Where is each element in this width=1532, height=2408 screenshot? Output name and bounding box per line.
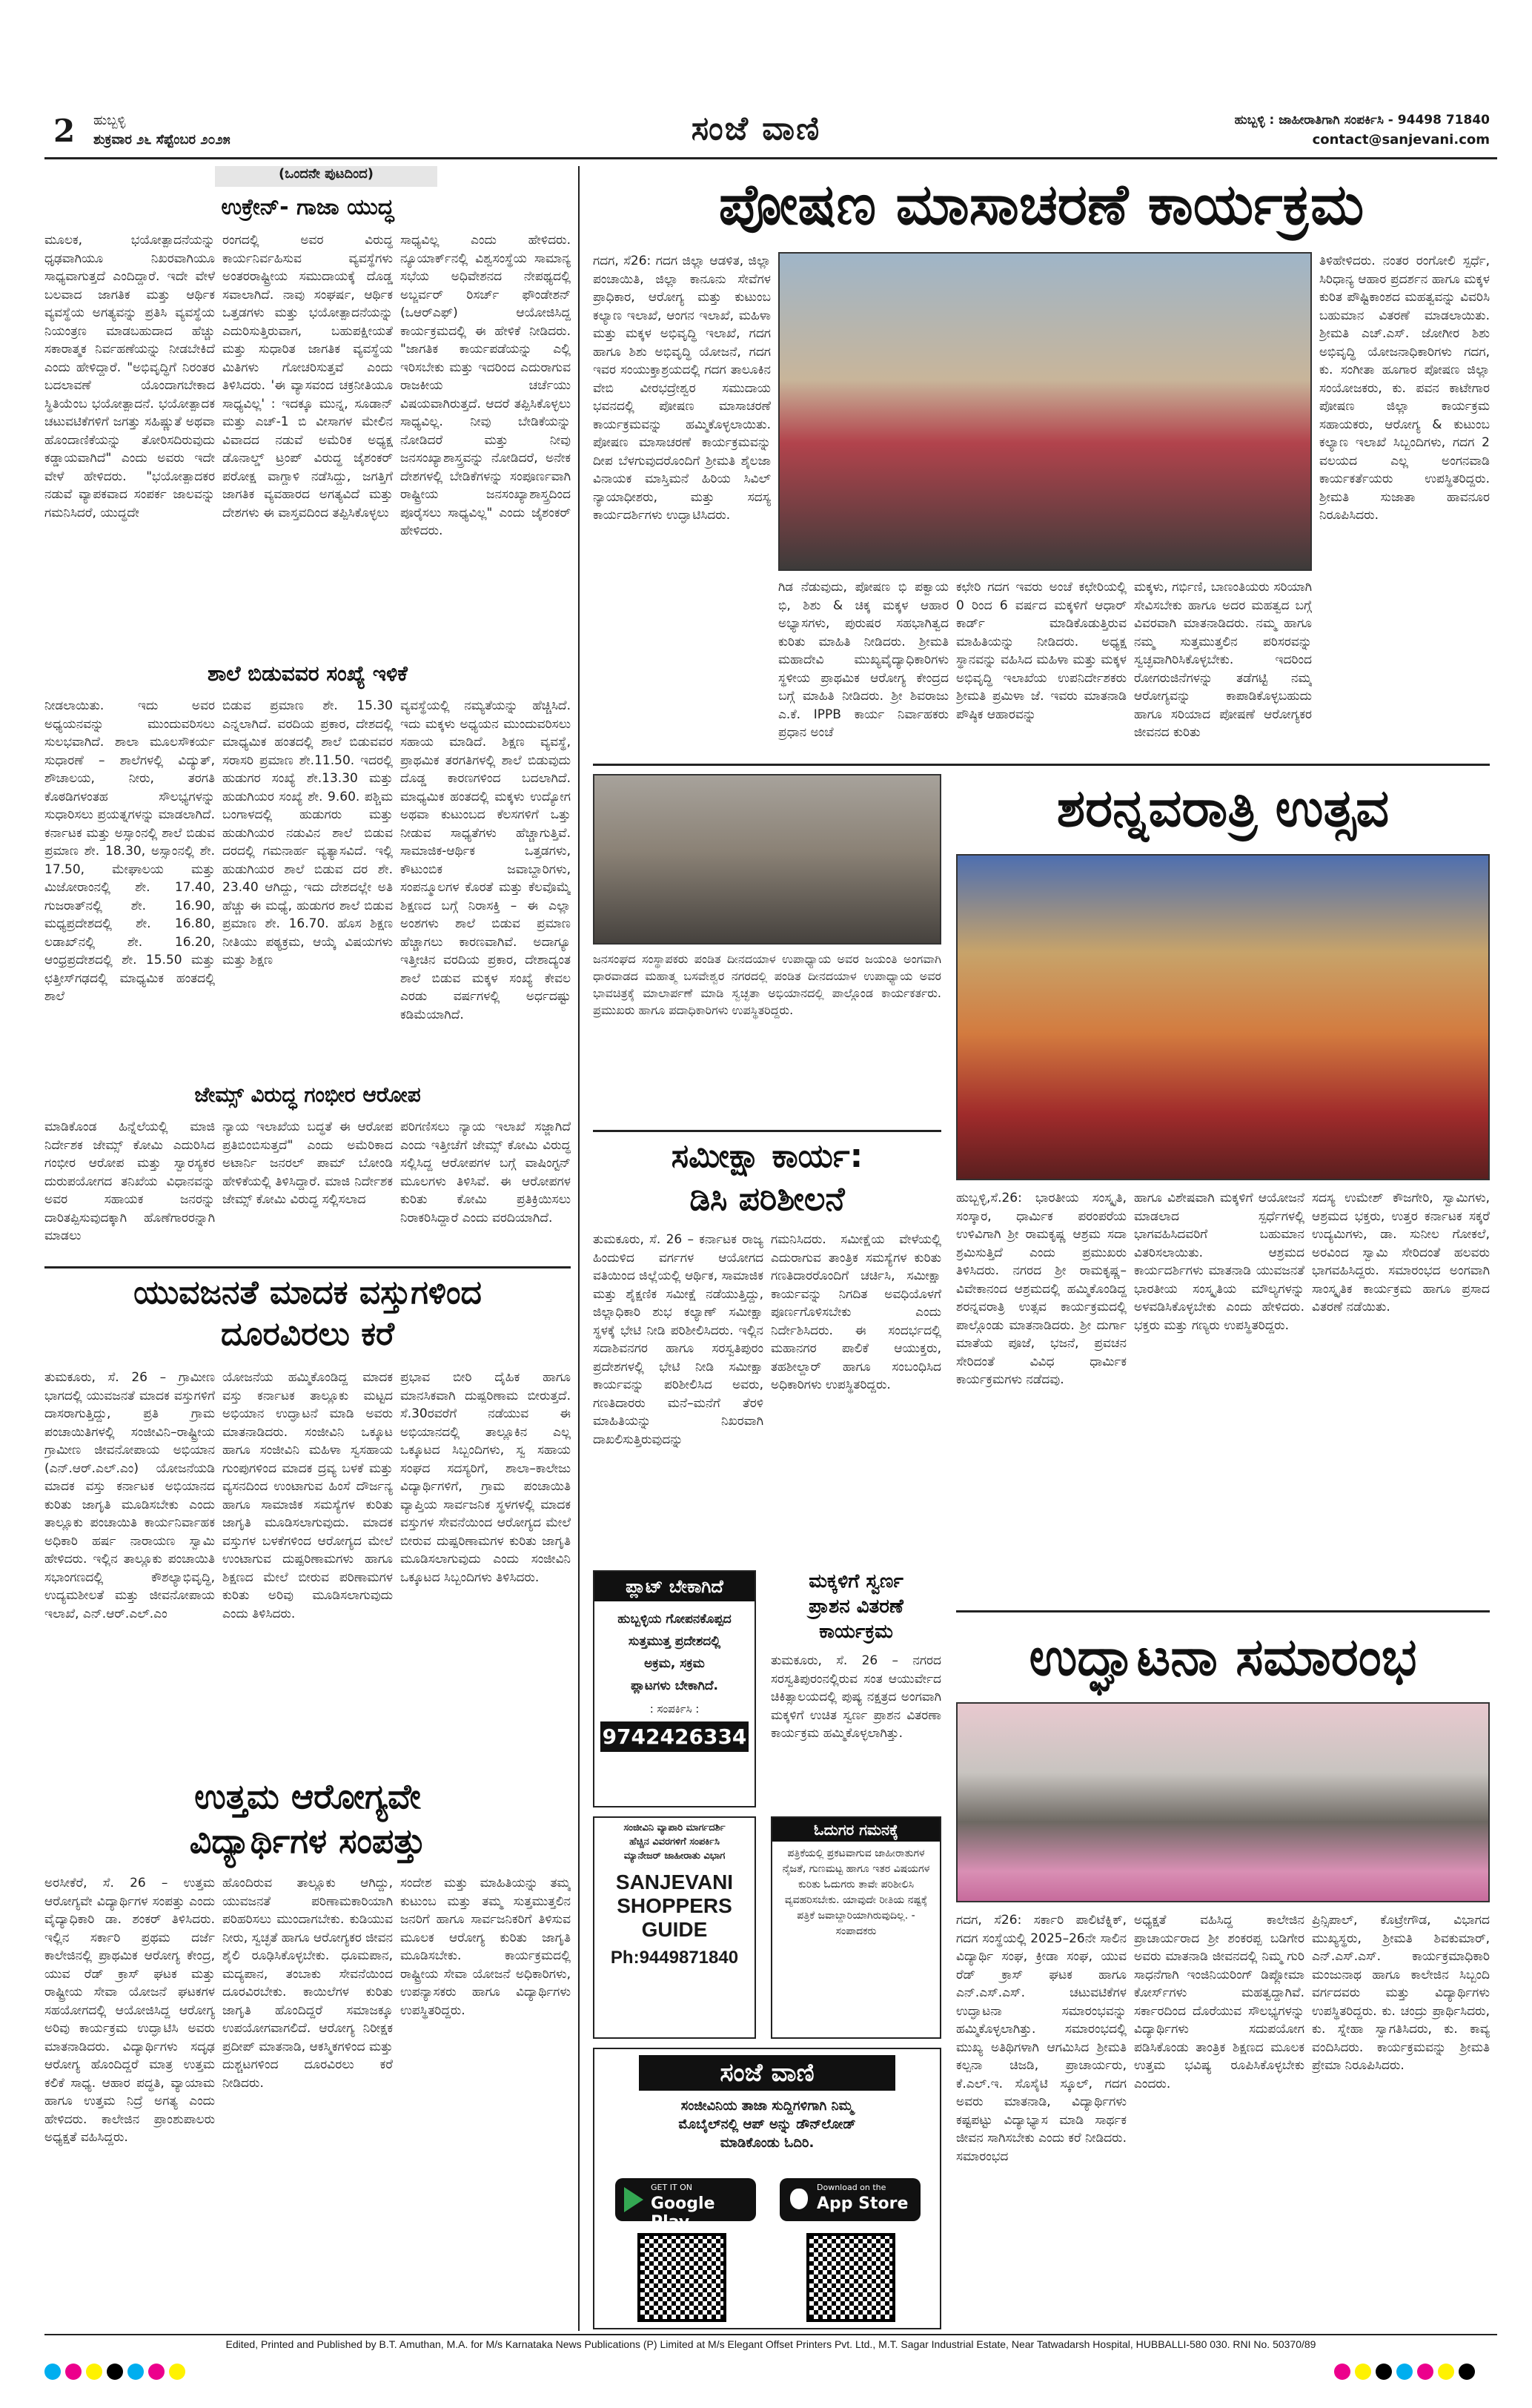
shoppers-brand1: SANJEVANI <box>615 1870 734 1893</box>
notice-body: ಪತ್ರಿಕೆಯಲ್ಲಿ ಪ್ರಕಟವಾಗುವ ಜಾಹೀರಾತುಗಳ ನೈಜತೆ, ಗುಣಮಟ್ಟ ಹಾಗೂ ಇತರ ವಿಷಯಗಳ ಕುರಿತು ಓದುಗರು ತಾವೇ ಪರಿಶೀಲಿಸಿ ವ್ಯವಹರಿಸಬೇಕು. ಯಾವುದೇ ರೀತಿಯ ನಷ್ಟಕ್ಕೆ ಪತ್ರಿಕೆ ಜವಾಬ್ದಾರಿಯಾಗಿರುವುದಿಲ್ಲ. - ಸಂಪಾದಕರು <box>782 1848 930 1937</box>
masthead-city: ಹುಬ್ಬಳ್ಳಿ <box>93 113 126 128</box>
sharan-photo <box>956 854 1490 1180</box>
gold-body: ತುಮಕೂರು, ಸೆ. 26 – ನಗರದ ಸರಸ್ವತಿಪುರಂನಲ್ಲಿರುವ ಸಂತ ಆಯುರ್ವೇದ ಚಿಕಿತ್ಸಾಲಯದಲ್ಲಿ ಪುಷ್ಯ ನಕ್ಷತ್ರದ ಅಂಗವಾಗಿ ಮಕ್ಕಳಿಗೆ ಉಚಿತ ಸ್ವರ್ಣ ಪ್ರಾಶನ ವಿತರಣಾ ಕಾರ್ಯಕ್ರಮ ಹಮ್ಮಿಕೊಳ್ಳಲಾಗಿತ್ತು. <box>771 1653 941 1741</box>
reg-dot-yellow <box>1438 2364 1454 2380</box>
reg-dot-cyan <box>127 2364 144 2380</box>
health-headline-2: ವಿದ್ಯಾರ್ಥಿಗಳ ಸಂಪತ್ತು <box>189 1821 426 1861</box>
notice-title: ಓದುಗರ ಗಮನಕ್ಕೆ <box>772 1818 940 1842</box>
logo-text: ಸಂಜೆ ವಾಣಿ <box>691 110 821 148</box>
shoppers-ad[interactable] <box>593 1816 756 2039</box>
divider-samiksha-top <box>593 1130 941 1132</box>
app-ad-tagline3: ಮಾಡಿಕೊಂಡು ಓದಿರಿ. <box>720 2135 815 2151</box>
shoppers-phone[interactable]: Ph:9449871840 <box>610 1948 739 1968</box>
plot-ad-title: ಪ್ಲಾಟ್ ಬೇಕಾಗಿದೆ <box>594 1572 755 1601</box>
sharan-col1: ಹುಬ್ಬಳ್ಳಿ,ಸೆ.26: ಭಾರತೀಯ ಸಂಸ್ಕೃತಿ, ಸಂಸ್ಕಾರ, ಧಾರ್ಮಿಕ ಪರಂಪರೆಯ ಉಳಿವಿಗಾಗಿ ಶ್ರೀ ರಾಮಕೃಷ್ಣ ಆಶ್ರಮ ಸದಾ ಶ್ರಮಿಸುತ್ತಿದೆ ಎಂದು ಪ್ರಮುಖರು ತಿಳಿಸಿದರು. ನಗರದ ಶ್ರೀ ರಾಮಕೃಷ್ಣ–ವಿವೇಕಾನಂದ ಆಶ್ರಮದಲ್ಲಿ ಹಮ್ಮಿಕೊಂಡಿದ್ದ ಶರನ್ನವರಾತ್ರಿ ಉತ್ಸವ ಕಾರ್ಯಕ್ರಮದಲ್ಲಿ ಪಾಲ್ಗೊಂಡು ಮಾತನಾಡಿದರು. ಶ್ರೀ ದುರ್ಗಾ ಮಾತೆಯ ಪೂಜೆ, ಭಜನೆ, ಪ್ರವಚನ ಸೇರಿದಂತೆ ವಿವಿಧ ಧಾರ್ಮಿಕ ಕಾರ್ಯಕ್ರಮಗಳು ನಡೆದವು. <box>956 1191 1127 1387</box>
health-col1: ಅರಸೀಕೆರೆ, ಸೆ. 26 – ಉತ್ತಮ ಆರೋಗ್ಯವೇ ವಿದ್ಯಾರ್ಥಿಗಳ ಸಂಪತ್ತು ಎಂದು ವೈದ್ಯಾಧಿಕಾರಿ ಡಾ. ಶಂಕರ್ ತಿಳಿಸಿದರು. ಇಲ್ಲಿನ ಸರ್ಕಾರಿ ಪ್ರಥಮ ದರ್ಜೆ ಕಾಲೇಜಿನಲ್ಲಿ ಪ್ರಾಥಮಿಕ ಆರೋಗ್ಯ ಕೇಂದ್ರ, ಯುವ ರೆಡ್ ಕ್ರಾಸ್ ಘಟಕ ಮತ್ತು ರಾಷ್ಟ್ರೀಯ ಸೇವಾ ಯೋಜನೆ ಘಟಕಗಳ ಸಹಯೋಗದಲ್ಲಿ ಆಯೋಜಿಸಿದ್ದ ಆರೋಗ್ಯ ಅರಿವು ಕಾರ್ಯಕ್ರಮ ಉದ್ಘಾಟಿಸಿ ಅವರು ಮಾತನಾಡಿದರು. ವಿದ್ಯಾರ್ಥಿಗಳು ಸದೃಢ ಆರೋಗ್ಯ ಹೊಂದಿದ್ದರೆ ಮಾತ್ರ ಉತ್ತಮ ಕಲಿಕೆ ಸಾಧ್ಯ. ಆಹಾರ ಪದ್ಧತಿ, ವ್ಯಾಯಾಮ ಹಾಗೂ ಉತ್ತಮ ನಿದ್ರೆ ಅಗತ್ಯ ಎಂದು ಹೇಳಿದರು. ಕಾಲೇಜಿನ ಪ್ರಾಂಶುಪಾಲರು ಅಧ್ಯಕ್ಷತೆ ವಹಿಸಿದ್ದರು. <box>44 1876 215 2145</box>
samiksha-col1: ತುಮಕೂರು, ಸೆ. 26 – ಕರ್ನಾಟಕ ರಾಜ್ಯ ಹಿಂದುಳಿದ ವರ್ಗಗಳ ಆಯೋಗದ ವತಿಯಿಂದ ಜಿಲ್ಲೆಯಲ್ಲಿ ಆರ್ಥಿಕ, ಸಾಮಾಜಿಕ ಮತ್ತು ಶೈಕ್ಷಣಿಕ ಸಮೀಕ್ಷೆ ನಡೆಯುತ್ತಿದ್ದು, ಜಿಲ್ಲಾಧಿಕಾರಿ ಶುಭ ಕಲ್ಯಾಣ್ ಸಮೀಕ್ಷಾ ಸ್ಥಳಕ್ಕೆ ಭೇಟಿ ನೀಡಿ ಪರಿಶೀಲಿಸಿದರು. ಇಲ್ಲಿನ ಸದಾಶಿವನಗರ ಹಾಗೂ ಸರಸ್ವತಿಪುರಂ ಪ್ರದೇಶಗಳಲ್ಲಿ ಭೇಟಿ ನೀಡಿ ಸಮೀಕ್ಷಾ ಕಾರ್ಯವನ್ನು ಪರಿಶೀಲಿಸಿದ ಅವರು, ಗಣತಿದಾರರು ಮನೆ–ಮನೆಗೆ ತೆರಳಿ ಮಾಹಿತಿಯನ್ನು ನಿಖರವಾಗಿ ದಾಖಲಿಸುತ್ತಿರುವುದನ್ನು <box>593 1232 763 1447</box>
shoppers-brand3: GUIDE <box>641 1918 708 1941</box>
plot-ad-line2: ಸುತ್ತಮುತ್ತ ಪ್ರದೇಶದಲ್ಲಿ <box>628 1634 721 1649</box>
notice-box <box>771 1816 941 2039</box>
schools-col1: ನೀಡಲಾಯಿತು. ಇದು ಅವರ ಅಧ್ಯಯನವನ್ನು ಮುಂದುವರಿಸಲು ಸುಲಭವಾಗಿದೆ. ಶಾಲಾ ಮೂಲಸೌಕರ್ಯ ಸುಧಾರಣೆ – ಶಾಲೆಗಳಲ್ಲಿ ವಿದ್ಯುತ್, ಶೌಚಾಲಯ, ನೀರು, ತರಗತಿ ಕೊಠಡಿಗಳಂತಹ ಸೌಲಭ್ಯಗಳನ್ನು ಸುಧಾರಿಸಲು ಪ್ರಯತ್ನಗಳನ್ನು ಮಾಡಲಾಗಿದೆ. ಕರ್ನಾಟಕ ಮತ್ತು ಅಸ್ಸಾಂನಲ್ಲಿ ಶಾಲೆ ಬಿಡುವ ಪ್ರಮಾಣ ಶೇ. 18.30, ಅಸ್ಸಾಂನಲ್ಲಿ ಶೇ. 17.50, ಮೇಘಾಲಯ ಮತ್ತು ಮಿಜೋರಾಂನಲ್ಲಿ ಶೇ. 17.40, ಗುಜರಾತ್‌ನಲ್ಲಿ ಶೇ. 16.90, ಮಧ್ಯಪ್ರದೇಶದಲ್ಲಿ ಶೇ. 16.80, ಲಡಾಖ್‌ನಲ್ಲಿ ಶೇ. 16.20, ಆಂಧ್ರಪ್ರದೇಶದಲ್ಲಿ ಶೇ. 15.50 ಮತ್ತು ಛತ್ತೀಸ್‌ಗಢದಲ್ಲಿ ಮಾಧ್ಯಮಿಕ ಹಂತದಲ್ಲಿ ಶಾಲೆ <box>44 698 215 1004</box>
nutrition-col5: ತಿಳಿಹೇಳಿದರು. ನಂತರ ರಂಗೋಲಿ ಸ್ಪರ್ಧೆ, ಸಿರಿಧಾನ್ಯ ಆಹಾರ ಪ್ರದರ್ಶನ ಹಾಗೂ ಮಕ್ಕಳ ಕುರಿತ ಪೌಷ್ಟಿಕಾಂಶದ ಮಹತ್ವವನ್ನು ವಿವರಿಸಿ ಬಹುಮಾನ ವಿತರಣೆ ಮಾಡಲಾಯಿತು. ಶ್ರೀಮತಿ ಎಚ್.ಎಸ್. ಜೋಗೀರ ಶಿಶು ಅಭಿವೃದ್ಧಿ ಯೋಜನಾಧಿಕಾರಿಗಳು ಗದಗ, ಕು. ಸಂಗೀತಾ ಹೂಗಾರ ಪೋಷಣ ಜಿಲ್ಲಾ ಸಂಯೋಜಕರು, ಕು. ಪವನ ಕಾಟೇಗಾರ ಪೋಷಣ ಜಿಲ್ಲಾ ಕಾರ್ಯಕ್ರಮ ಸಹಾಯಕರು, ಆರೋಗ್ಯ & ಕುಟುಂಬ ಕಲ್ಯಾಣ ಇಲಾಖೆ ಸಿಬ್ಬಂದಿಗಳು, ಗದಗ 2 ವಲಯದ ಎಲ್ಲ ಅಂಗನವಾಡಿ ಕಾರ್ಯಕರ್ತೆಯರು ಉಪಸ್ಥಿತರಿದ್ದರು. ಶ್ರೀಮತಿ ಸುಜಾತಾ ಹಾವನೂರ ನಿರೂಪಿಸಿದರು. <box>1319 254 1490 523</box>
registration-marks-left <box>44 2364 208 2386</box>
youth-col2: ಯೋಜನೆಯ ಹಮ್ಮಿಕೊಂಡಿದ್ದ ಮಾದಕ ವಸ್ತು ಕರ್ನಾಟಕ ತಾಲ್ಲೂಕು ಮಟ್ಟದ ಅಭಿಯಾನ ಉದ್ಘಾಟನೆ ಮಾಡಿ ಅವರು ಮಾತನಾಡಿದರು. ಸಂಜೀವಿನಿ ಒಕ್ಕೂಟ ಹಾಗೂ ಸಂಜೀವಿನಿ ಮಹಿಳಾ ಸ್ವಸಹಾಯ ಗುಂಪುಗಳಿಂದ ಮಾದಕ ದ್ರವ್ಯ ಬಳಕೆ ಮತ್ತು ವ್ಯಸನದಿಂದ ಉಂಟಾಗುವ ಹಿಂಸೆ ದೌರ್ಜನ್ಯ ಹಾಗೂ ಸಾಮಾಜಿಕ ಸಮಸ್ಯೆಗಳ ಕುರಿತು ಜಾಗೃತಿ ಮೂಡಿಸಲಾಗುವುದು. ಮಾದಕ ವಸ್ತುಗಳ ಬಳಕೆಗಳಿಂದ ಆರೋಗ್ಯದ ಮೇಲೆ ಉಂಟಾಗುವ ದುಷ್ಪರಿಣಾಮಗಳು ಹಾಗೂ ಶಿಕ್ಷಣದ ಮೇಲೆ ಬೀರುವ ಪರಿಣಾಮಗಳ ಕುರಿತು ಅರಿವು ಮೂಡಿಸಲಾಗುವುದು ಎಂದು ತಿಳಿಸಿದರು. <box>222 1370 393 1621</box>
sharan-col2: ಹಾಗೂ ವಿಶೇಷವಾಗಿ ಮಕ್ಕಳಿಗೆ ಆಯೋಜನೆ ಮಾಡಲಾದ ಸ್ಪರ್ಧೆಗಳಲ್ಲಿ ಭಾಗವಹಿಸಿದವರಿಗೆ ಬಹುಮಾನ ವಿತರಿಸಲಾಯಿತು. ಆಶ್ರಮದ ಕಾರ್ಯದರ್ಶಿಗಳು ಮಾತನಾಡಿ ಯುವಜನತೆ ಭಾರತೀಯ ಸಂಸ್ಕೃತಿಯ ಮೌಲ್ಯಗಳನ್ನು ಅಳವಡಿಸಿಕೊಳ್ಳಬೇಕು ಎಂದು ಹೇಳಿದರು. ಭಕ್ತರು ಮತ್ತು ಗಣ್ಯರು ಉಪಸ್ಥಿತರಿದ್ದರು. <box>1134 1191 1304 1333</box>
youth-headline-1: ಯುವಜನತೆ ಮಾದಕ ವಸ್ತುಗಳಿಂದ <box>133 1274 482 1312</box>
reg-dot-yellow <box>169 2364 185 2380</box>
page-number: 2 <box>53 113 76 149</box>
youth-col1: ತುಮಕೂರು, ಸೆ. 26 – ಗ್ರಾಮೀಣ ಭಾಗದಲ್ಲಿ ಯುವಜನತೆ ಮಾದಕ ವಸ್ತುಗಳಿಗೆ ದಾಸರಾಗುತ್ತಿದ್ದು, ಪ್ರತಿ ಗ್ರಾಮ ಪಂಚಾಯಿತಿಗಳಲ್ಲಿ ಸಂಜೀವಿನಿ–ರಾಷ್ಟ್ರೀಯ ಗ್ರಾಮೀಣ ಜೀವನೋಪಾಯ ಅಭಿಯಾನ (ಎನ್.ಆರ್.ಎಲ್.ಎಂ) ಯೋಜನೆಯಡಿ ಮಾದಕ ವಸ್ತು ಕರ್ನಾಟಕ ಅಭಿಯಾನದ ಕುರಿತು ಜಾಗೃತಿ ಮೂಡಿಸಬೇಕು ಎಂದು ತಾಲ್ಲೂಕು ಪಂಚಾಯಿತಿ ಕಾರ್ಯನಿರ್ವಾಹಕ ಅಧಿಕಾರಿ ಹರ್ಷ ನಾರಾಯಣ ಸ್ವಾಮಿ ಹೇಳಿದರು. ಇಲ್ಲಿನ ತಾಲ್ಲೂಕು ಪಂಚಾಯಿತಿ ಸಭಾಂಗಣದಲ್ಲಿ ಕೌಶಲ್ಯಾಭಿವೃದ್ಧಿ, ಉದ್ಯಮಶೀಲತೆ ಮತ್ತು ಜೀವನೋಪಾಯ ಇಲಾಖೆ, ಎನ್.ಆರ್.ಎಲ್.ಎಂ <box>44 1370 215 1621</box>
sharan-col3: ಸದಸ್ಯ ಉಮೇಶ್ ಕೌಜಗೇರಿ, ಸ್ವಾಮಿಗಳು, ಆಶ್ರಮದ ಭಕ್ತರು, ಉತ್ತರ ಕರ್ನಾಟಕ ಸಕ್ಕರೆ ಉದ್ಯಮಿಗಳು, ಡಾ. ಸುನೀಲ ಗೋಕಲೆ, ಅರವಿಂದ ಸ್ವಾಮಿ ಸೇರಿದಂತೆ ಹಲವರು ಭಾಗವಹಿಸಿದ್ದರು. ಸಮಾರಂಭದ ಅಂಗವಾಗಿ ಸಾಂಸ್ಕೃತಿಕ ಕಾರ್ಯಕ್ರಮ ಹಾಗೂ ಪ್ರಸಾದ ವಿತರಣೆ ನಡೆಯಿತು. <box>1312 1191 1490 1314</box>
reg-dot-black <box>107 2364 123 2380</box>
qr-code-android[interactable] <box>637 2233 726 2322</box>
shoppers-top2: ಹೆಚ್ಚಿನ ವಿವರಗಳಿಗೆ ಸಂಪರ್ಕಿಸಿ <box>629 1836 720 1848</box>
app-store-button[interactable] <box>780 2178 921 2221</box>
james-headline: ಜೇಮ್ಸ್ ವಿರುದ್ಧ ಗಂಭೀರ ಆರೋಪ <box>194 1082 421 1107</box>
google-play-button[interactable] <box>615 2178 756 2232</box>
contact-email[interactable]: contact@sanjevani.com <box>1312 132 1490 148</box>
jayanti-caption: ಜನಸಂಘದ ಸಂಸ್ಥಾಪಕರು ಪಂಡಿತ ದೀನದಯಾಳ ಉಪಾಧ್ಯಾಯ ಅವರ ಜಯಂತಿ ಅಂಗವಾಗಿ ಧಾರವಾಡದ ಮಹಾತ್ಮ ಬಸವೇಶ್ವರ ನಗರದಲ್ಲಿ ಪಂಡಿತ ದೀನದಯಾಳ ಉಪಾಧ್ಯಾಯ ಅವರ ಭಾವಚಿತ್ರಕ್ಕೆ ಮಾಲಾರ್ಪಣೆ ಮಾಡಿ ಸ್ವಚ್ಛತಾ ಅಭಿಯಾನದಲ್ಲಿ ಪಾಲ್ಗೊಂಡ ಕಾರ್ಯಕರ್ತರು. ಪ್ರಮುಖರು ಹಾಗೂ ಪದಾಧಿಕಾರಿಗಳು ಉಪಸ್ಥಿತರಿದ್ದರು. <box>593 952 941 1017</box>
app-ad-logo: ಸಂಜೆ ವಾಣಿ <box>639 2055 895 2091</box>
gold-headline-3: ಕಾರ್ಯಕ್ರಮ <box>819 1621 893 1643</box>
masthead-logo <box>563 110 949 150</box>
plot-ad-line4: ಪ್ಲಾಟಗಳು ಬೇಕಾಗಿದೆ. <box>630 1678 719 1693</box>
nutrition-col2: ಗಿಡ ನೆಡುವುದು, ಪೋಷಣ ಭಿ ಪಕ್ವಾಯ ಭಿ, ಶಿಶು & ಚಿಕ್ಕ ಮಕ್ಕಳ ಆಹಾರ ಅಭ್ಯಾಸಗಳು, ಪುರುಷರ ಸಹಭಾಗಿತ್ವದ ಕುರಿತು ಮಾಹಿತಿ ನೀಡಿದರು. ಶ್ರೀಮತಿ ಮಹಾದೇವಿ ಮುಖ್ಯವೈದ್ಯಾಧಿಕಾರಿಗಳು ಸ್ಥಳೀಯ ಪ್ರಾಥಮಿಕ ಆರೋಗ್ಯ ಕೇಂದ್ರದ ಬಗ್ಗೆ ಮಾಹಿತಿ ನೀಡಿದರು. ಶ್ರೀ ಶಿವರಾಜು ಎ.ಕೆ. IPPB ಕಾರ್ಯ ನಿರ್ವಾಹಕರು ಪ್ರಧಾನ ಅಂಚೆ <box>778 580 949 740</box>
inauguration-headline: ಉದ್ಘಾಟನಾ ಸಮಾರಂಭ <box>1029 1627 1417 1687</box>
masthead-date: ಶುಕ್ರವಾರ ೨೬ ಸೆಪ್ಟೆಂಬರ ೨೦೨೫ <box>93 132 231 148</box>
james-col3: ಪರಿಗಣಿಸಲು ನ್ಯಾಯ ಇಲಾಖೆ ಸಜ್ಜಾಗಿದೆ ಎಂದು ಇತ್ತೀಚೆಗೆ ಜೇಮ್ಸ್ ಕೋಮಿ ವಿರುದ್ಧ ಸಲ್ಲಿಸಿದ್ದ ಆರೋಪಗಳ ಬಗ್ಗೆ ವಾಷಿಂಗ್ಟನ್ ಮೂಲಗಳು ತಿಳಿಸಿವೆ. ಈ ಆರೋಪಗಳ ಕುರಿತು ಕೋಮಿ ಪ್ರತಿಕ್ರಿಯಿಸಲು ನಿರಾಕರಿಸಿದ್ದಾರೆ ಎಂದು ವರದಿಯಾಗಿದೆ. <box>400 1119 571 1226</box>
plot-ad-contact-label: : ಸಂಪರ್ಕಿಸಿ : <box>649 1702 700 1716</box>
divider-right-2 <box>956 1610 1490 1612</box>
reg-dot-yellow <box>86 2364 102 2380</box>
ukraine-col1: ಮೂಲಕ, ಭಯೋತ್ಪಾದನೆಯನ್ನು ಧೃಢವಾಗಿಯೂ ನಿಖರವಾಗಿಯೂ ಸಾಧ್ಯವಾಗುತ್ತದೆ ಎಂದಿದ್ದಾರೆ. ಇದೇ ವೇಳೆ ಬಲವಾದ ಜಾಗತಿಕ ಮತ್ತು ಆರ್ಥಿಕ ವ್ಯವಸ್ಥೆಯ ಅಗತ್ಯವನ್ನು ಪ್ರತಿಸಿ ವ್ಯವಸ್ಥೆಯ ನಿಯಂತ್ರಣ ಮಾಡಬಹುದಾದ ಹೆಚ್ಚು ಸಕಾರಾತ್ಮಕ ನಿರ್ವಹಣೆಯನ್ನು ನೀಡಬೇಕಿದೆ ಎಂದು ಹೇಳಿದ್ದಾರೆ. "ಅಭಿವೃದ್ಧಿಗೆ ನಿರಂತರ ಬದಲಾವಣೆ ಯೊಂದಾಗಬೇಕಾದ ಸ್ಥಿತಿಯೆಂಬ ಭಯೋತ್ಪಾದನೆ. ಭಯೋತ್ಪಾದಕ ಚಟುವಟಿಕೆಗಳಿಗೆ ಜಗತ್ತು ಸಹಿಷ್ಣುತೆ ಅಥವಾ ಹೊಂದಾಣಿಕೆಯನ್ನು ತೋರಿಸದಿರುವುದು ಕಡ್ಡಾಯವಾಗಿದೆ" ಎಂದು ಅವರು ಇದೇ ವೇಳೆ ಹೇಳಿದರು. "ಭಯೋತ್ಪಾದಕರ ನಡುವೆ ವ್ಯಾಪಕವಾದ ಸಂಪರ್ಕ ಜಾಲವನ್ನು ಗಮನಿಸಿದರೆ, ಯುದ್ಧದೇ <box>44 233 215 520</box>
reg-dot-magenta <box>1417 2364 1433 2380</box>
gold-headline-2: ಪ್ರಾಶನ ವಿತರಣೆ <box>809 1595 903 1618</box>
youth-col3: ಪ್ರಭಾವ ಬೀರಿ ದೈಹಿಕ ಹಾಗೂ ಮಾನಸಿಕವಾಗಿ ದುಷ್ಪರಿಣಾಮ ಬೀರುತ್ತದೆ. ಸೆ.30ರವರೆಗೆ ನಡೆಯುವ ಈ ಅಭಿಯಾನದಲ್ಲಿ ತಾಲ್ಲೂಕಿನ ಎಲ್ಲ ಒಕ್ಕೂಟದ ಸಿಬ್ಬಂದಿಗಳು, ಸ್ವ ಸಹಾಯ ಸಂಘದ ಸದಸ್ಯರಿಗೆ, ಶಾಲಾ–ಕಾಲೇಜು ವಿದ್ಯಾರ್ಥಿಗಳಿಗೆ, ಗ್ರಾಮ ಪಂಚಾಯಿತಿ ವ್ಯಾಪ್ತಿಯ ಸಾರ್ವಜನಿಕ ಸ್ಥಳಗಳಲ್ಲಿ ಮಾದಕ ವಸ್ತುಗಳ ಸೇವನೆಯಿಂದ ಆರೋಗ್ಯದ ಮೇಲೆ ಬೀರುವ ದುಷ್ಪರಿಣಾಮಗಳ ಕುರಿತು ಜಾಗೃತಿ ಮೂಡಿಸಲಾಗುವುದು ಎಂದು ಸಂಜೀವಿನಿ ಒಕ್ಕೂಟದ ಸಿಬ್ಬಂದಿಗಳು ತಿಳಿಸಿದರು. <box>400 1370 571 1585</box>
play-icon <box>624 2187 643 2212</box>
app-store-big: App Store <box>817 2194 909 2213</box>
continuation-tag: (ಒಂದನೇ ಪುಟದಿಂದ) <box>215 166 437 187</box>
nutrition-col3: ಕಛೇರಿ ಗದಗ ಇವರು ಅಂಚೆ ಕಛೇರಿಯಲ್ಲಿ 0 ರಿಂದ 6 ವರ್ಷದ ಮಕ್ಕಳಿಗೆ ಆಧಾರ್ ಕಾರ್ಡ್ ಮಾಡಿಕೊಡುತ್ತಿರುವ ಮಾಹಿತಿಯನ್ನು ನೀಡಿದರು. ಅಧ್ಯಕ್ಷ ಸ್ಥಾನವನ್ನು ವಹಿಸಿದ ಮಹಿಳಾ ಮತ್ತು ಮಕ್ಕಳ ಅಭಿವೃದ್ಧಿ ಇಲಾಖೆಯ ಉಪನಿರ್ದೇಶಕರು ಶ್ರೀಮತಿ ಪ್ರಮಿಳಾ ಜೆ. ಇವರು ಮಾತನಾಡಿ ಪೌಷ್ಠಿಕ ಆಹಾರವನ್ನು <box>956 580 1127 722</box>
divider-left-1 <box>44 1266 571 1268</box>
reg-dot-yellow <box>1355 2364 1371 2380</box>
ukraine-headline: ಉಕ್ರೇನ್- ಗಾಜಾ ಯುದ್ಧ <box>221 194 394 220</box>
masthead-rule <box>44 157 1497 159</box>
divider-right-1 <box>593 764 1490 766</box>
inauguration-col2: ಅಧ್ಯಕ್ಷತೆ ವಹಿಸಿದ್ದ ಕಾಲೇಜಿನ ಪ್ರಾಚಾರ್ಯರಾದ ಶ್ರೀ ಶಂಕರಪ್ಪ ಬಡಿಗೇರ ಅವರು ಮಾತನಾಡಿ ಜೀವನದಲ್ಲಿ ನಿಮ್ಮ ಗುರಿ ಸಾಧನೆಗಾಗಿ ಇಂಜಿನಿಯರಿಂಗ್ ಡಿಪ್ಲೋಮಾ ಕೋರ್ಸ್‌ಗಳು ಮಹತ್ವದ್ದಾಗಿವೆ. ಸರ್ಕಾರದಿಂದ ದೊರೆಯುವ ಸೌಲಭ್ಯಗಳನ್ನು ವಿದ್ಯಾರ್ಥಿಗಳು ಸದುಪಯೋಗ ಪಡಿಸಿಕೊಂಡು ತಾಂತ್ರಿಕ ಶಿಕ್ಷಣದ ಮೂಲಕ ಉತ್ತಮ ಭವಿಷ್ಯ ರೂಪಿಸಿಕೊಳ್ಳಬೇಕು ಎಂದರು. <box>1134 1913 1304 2091</box>
reg-dot-magenta <box>148 2364 165 2380</box>
samiksha-col2: ಗಮನಿಸಿದರು. ಸಮೀಕ್ಷೆಯ ವೇಳೆಯಲ್ಲಿ ಎದುರಾಗುವ ತಾಂತ್ರಿಕ ಸಮಸ್ಯೆಗಳ ಕುರಿತು ಗಣತಿದಾರರೊಂದಿಗೆ ಚರ್ಚಿಸಿ, ಸಮೀಕ್ಷಾ ಕಾರ್ಯವನ್ನು ನಿಗದಿತ ಅವಧಿಯೊಳಗೆ ಪೂರ್ಣಗೊಳಿಸಬೇಕು ಎಂದು ನಿರ್ದೇಶಿಸಿದರು. ಈ ಸಂದರ್ಭದಲ್ಲಿ ಮಹಾನಗರ ಪಾಲಿಕೆ ಆಯುಕ್ತರು, ತಹಶೀಲ್ದಾರ್ ಹಾಗೂ ಸಂಬಂಧಿಸಿದ ಅಧಿಕಾರಿಗಳು ಉಪಸ್ಥಿತರಿದ್ದರು. <box>771 1232 941 1392</box>
shoppers-top3: ಮ್ಯಾನೇಜರ್ ಜಾಹೀರಾತು ವಿಭಾಗ <box>623 1850 726 1862</box>
jayanti-photo <box>593 774 941 945</box>
james-col1: ಮಾಡಿಕೊಂಡ ಹಿನ್ನೆಲೆಯಲ್ಲಿ ಮಾಜಿ ನಿರ್ದೇಶಕ ಜೇಮ್ಸ್ ಕೋಮಿ ಎದುರಿಸಿದ ಗಂಭೀರ ಆರೋಪ ಮತ್ತು ಸ್ವಾರಸ್ಯಕರ ದುರುಪಯೋಗದ ತನಿಖೆಯ ವಿಧಾನವನ್ನು ಅವರ ಸಹಾಯಕ ಜನರನ್ನು ದಾರಿತಪ್ಪಿಸುವುದಕ್ಕಾಗಿ ಹೊಣೆಗಾರರನ್ನಾಗಿ ಮಾಡಲು <box>44 1119 215 1243</box>
ukraine-col3: ಸಾಧ್ಯವಿಲ್ಲ ಎಂದು ಹೇಳಿದರು. ನ್ಯೂಯಾರ್ಕ್‌ನಲ್ಲಿ ವಿಶ್ವಸಂಸ್ಥೆಯ ಸಾಮಾನ್ಯ ಸಭೆಯ ಅಧಿವೇಶನದ ನೇಪಥ್ಯದಲ್ಲಿ ಅಬ್ಜರ್ವರ್ ರಿಸರ್ಚ್ ಫೌಂಡೇಶನ್ (ಒಆರ್‌ಎಫ್) ಆಯೋಜಿಸಿದ್ದ ಕಾರ್ಯಕ್ರಮದಲ್ಲಿ ಈ ಹೇಳಿಕೆ ನೀಡಿದರು. "ಜಾಗತಿಕ ಕಾರ್ಯಪಡೆಯನ್ನು ಎಲ್ಲಿ ಇರಿಸಬೇಕು ಮತ್ತು ಇದರಿಂದ ಎದುರಾಗುವ ರಾಜಕೀಯ ಚರ್ಚೆಯು ವಿಷಯವಾಗಿರುತ್ತದೆ. ಆದರೆ ತಪ್ಪಿಸಿಕೊಳ್ಳಲು ಸಾಧ್ಯವಿಲ್ಲ. ನೀವು ಬೇಡಿಕೆಯನ್ನು ನೋಡಿದರೆ ಮತ್ತು ನೀವು ಜನಸಂಖ್ಯಾಶಾಸ್ತ್ರವನ್ನು ನೋಡಿದರೆ, ಅನೇಕ ದೇಶಗಳಲ್ಲಿ ಬೇಡಿಕೆಗಳನ್ನು ಸಂಪೂರ್ಣವಾಗಿ ರಾಷ್ಟ್ರೀಯ ಜನಸಂಖ್ಯಾಶಾಸ್ತ್ರದಿಂದ ಪೂರೈಸಲು ಸಾಧ್ಯವಿಲ್ಲ" ಎಂದು ಜೈಶಂಕರ್ ಹೇಳಿದರು. <box>400 233 571 538</box>
youth-headline-2: ದೂರವಿರಲು ಕರೆ <box>220 1315 395 1353</box>
reg-dot-black <box>1459 2364 1475 2380</box>
samiksha-headline-1: ಸಮೀಕ್ಷಾ ಕಾರ್ಯ: <box>671 1137 863 1175</box>
james-col2: ನ್ಯಾಯ ಇಲಾಖೆಯ ಬದ್ಧತೆ ಈ ಆರೋಪ ಪ್ರತಿಬಿಂಬಿಸುತ್ತದೆ" ಎಂದು ಅಮೆರಿಕಾದ ಅಟಾರ್ನಿ ಜನರಲ್ ಪಾಮ್ ಬೋಂಡಿ ಹೇಳಿಕೆಯಲ್ಲಿ ತಿಳಿಸಿದ್ದಾರೆ. ಮಾಜಿ ನಿರ್ದೇಶಕ ಜೇಮ್ಸ್ ಕೋಮಿ ವಿರುದ್ಧ ಸಲ್ಲಿಸಲಾದ <box>222 1119 393 1207</box>
ad-contact: ಹುಬ್ಬಳ್ಳಿ : ಜಾಹೀರಾತಿಗಾಗಿ ಸಂಪರ್ಕಿಸಿ - 94498 71840 <box>1234 113 1490 128</box>
apple-icon <box>790 2189 808 2209</box>
nutrition-headline: ಪೋಷಣ ಮಾಸಾಚರಣೆ ಕಾರ್ಯಕ್ರಮ <box>718 171 1364 237</box>
samiksha-headline-2: ಡಿಸಿ ಪರಿಶೀಲನೆ <box>689 1180 845 1218</box>
app-ad-tagline1: ಸಂಜೀವಿನಿಯ ತಾಜಾ ಸುದ್ದಿಗಳಿಗಾಗಿ ನಿಮ್ಮ <box>680 2098 854 2114</box>
app-ad-tagline2: ಮೊಬೈಲ್‌ನಲ್ಲಿ ಆಪ್ ಅನ್ನು ಡೌನ್‌ಲೋಡ್ <box>678 2117 856 2132</box>
plot-ad-line3: ಅಕ್ರಮ, ಸಕ್ರಮ <box>644 1656 705 1671</box>
plot-ad-line1: ಹುಬ್ಬಳ್ಳಿಯ ಗೋಪನಕೊಪ್ಪದ <box>617 1612 732 1627</box>
sharan-headline: ಶರನ್ನವರಾತ್ರಿ ಉತ್ಸವ <box>1056 778 1390 838</box>
app-store-small: Download on the <box>817 2183 886 2192</box>
ukraine-col2: ರಂಗದಲ್ಲಿ ಅವರ ವಿರುದ್ಧ ಕಾರ್ಯನಿರ್ವಹಿಸುವ ವ್ಯವಸ್ಥೆಗಳು ಅಂತರರಾಷ್ಟ್ರೀಯ ಸಮುದಾಯಕ್ಕೆ ದೊಡ್ಡ ಸವಾಲಾಗಿದೆ. ನಾವು ಸಂಘರ್ಷ, ಆರ್ಥಿಕ ಒತ್ತಡಗಳು ಮತ್ತು ಭಯೋತ್ಪಾದನೆಯನ್ನು ಎದುರಿಸುತ್ತಿರುವಾಗ, ಬಹುಪಕ್ಷೀಯತೆ ಮತ್ತು ಸುಧಾರಿತ ಜಾಗತಿಕ ವ್ಯವಸ್ಥೆಯ ಮಿತಿಗಳು ಗೋಚರಿಸುತ್ತವೆ ಎಂದು ತಿಳಿಸಿದರು. 'ಈ ವ್ಯಾಸವಂದ ಚಕ್ರನೀತಿಯೂ ಸಾಧ್ಯವಿಲ್ಲ' : ಇದಕ್ಕೂ ಮುನ್ನ, ಸೂಡಾನ್ ಮತ್ತು ಎಚ್-1 ಬಿ ವೀಸಾಗಳ ಮೇಲಿನ ವಿವಾದದ ನಡುವೆ ಅಮೆರಿಕ ಅಧ್ಯಕ್ಷ ಡೊನಾಲ್ಡ್ ಟ್ರಂಪ್ ವಿರುದ್ಧ ಜೈಶಂಕರ್ ಪರೋಕ್ಷ ವಾಗ್ದಾಳಿ ನಡೆಸಿದ್ದು, ಜಗತ್ತಿಗೆ ಜಾಗತಿಕ ವ್ಯವಹಾರದ ಅಗತ್ಯವಿದೆ ಮತ್ತು ದೇಶಗಳು ಈ ವಾಸ್ತವದಿಂದ ತಪ್ಪಿಸಿಕೊಳ್ಳಲು <box>222 233 393 520</box>
schools-col3: ವ್ಯವಸ್ಥೆಯಲ್ಲಿ ನಮ್ಯತೆಯನ್ನು ಹೆಚ್ಚಿಸಿದೆ. ಇದು ಮಕ್ಕಳು ಅಧ್ಯಯನ ಮುಂದುವರಿಸಲು ಸಹಾಯ ಮಾಡಿದೆ. ಶಿಕ್ಷಣ ವ್ಯವಸ್ಥೆ, ಪ್ರಾಥಮಿಕ ತರಗತಿಗಳಲ್ಲಿ ಶಾಲೆ ಬಿಡುವುದು ದೊಡ್ಡ ಕಾರಣಗಳಿಂದ ಬದಲಾಗಿದೆ. ಮಾಧ್ಯಮಿಕ ಹಂತದಲ್ಲಿ ಮಕ್ಕಳು ಉದ್ಯೋಗ ಅಥವಾ ಕುಟುಂಬದ ಕೆಲಸಗಳಿಗೆ ಒತ್ತು ನೀಡುವ ಸಾಧ್ಯತೆಗಳು ಹೆಚ್ಚಾಗುತ್ತಿವೆ. ಸಾಮಾಜಿಕ-ಆರ್ಥಿಕ ಒತ್ತಡಗಳು, ಕೌಟುಂಬಿಕ ಜವಾಬ್ದಾರಿಗಳು, ಸಂಪನ್ಮೂಲಗಳ ಕೊರತೆ ಮತ್ತು ಕೆಲವೊಮ್ಮೆ ಶಿಕ್ಷಣದ ಬಗ್ಗೆ ನಿರಾಸಕ್ತಿ – ಈ ಎಲ್ಲಾ ಅಂಶಗಳು ಶಾಲೆ ಬಿಡುವ ಪ್ರಮಾಣ ಹೆಚ್ಚಾಗಲು ಕಾರಣವಾಗಿವೆ. ಅದಾಗ್ಯೂ ಇತ್ತೀಚಿನ ವರದಿಯ ಪ್ರಕಾರ, ದೇಶಾದ್ಯಂತ ಶಾಲೆ ಬಿಡುವ ಮಕ್ಕಳ ಸಂಖ್ಯೆ ಕೇವಲ ಎರಡು ವರ್ಷಗಳಲ್ಲಿ ಅರ್ಧದಷ್ಟು ಕಡಿಮೆಯಾಗಿದೆ. <box>400 698 571 1022</box>
vertical-divider <box>578 166 580 2331</box>
footer-rule <box>44 2334 1497 2335</box>
nutrition-col4: ಮಕ್ಕಳು, ಗರ್ಭಿಣಿ, ಬಾಣಂತಿಯರು ಸರಿಯಾಗಿ ಸೇವಿಸಬೇಕು ಹಾಗೂ ಅದರ ಮಹತ್ವದ ಬಗ್ಗೆ ವಿವರವಾಗಿ ಮಾತನಾಡಿದರು. ನಮ್ಮ ಹಾಗೂ ನಮ್ಮ ಸುತ್ತಮುತ್ತಲಿನ ಪರಿಸರವನ್ನು ಸ್ವಚ್ಛವಾಗಿರಿಸಿಕೊಳ್ಳಬೇಕು. ಇದರಿಂದ ರೋಗರುಜಿನೆಗಳನ್ನು ತಡೆಗಟ್ಟಿ ನಮ್ಮ ಆರೋಗ್ಯವನ್ನು ಕಾಪಾಡಿಕೊಳ್ಳಬಹುದು ಹಾಗೂ ಸರಿಯಾದ ಪೋಷಣೆ ಆರೋಗ್ಯಕರ ಜೀವನದ ಕುರಿತು <box>1134 580 1312 740</box>
qr-code-ios[interactable] <box>806 2233 895 2322</box>
inauguration-col3: ಪ್ರಿನ್ಸಿಪಾಲ್, ಕೊಟ್ರೇಗೌಡ, ವಿಭಾಗದ ಮುಖ್ಯಸ್ಥರು, ಶ್ರೀಮತಿ ಶಿವಕುಮಾರ್, ಎನ್.ಎಸ್.ಎಸ್. ಕಾರ್ಯಕ್ರಮಾಧಿಕಾರಿ ಮಂಜುನಾಥ ಹಾಗೂ ಕಾಲೇಜಿನ ಸಿಬ್ಬಂದಿ ವರ್ಗದವರು ಮತ್ತು ವಿದ್ಯಾರ್ಥಿಗಳು ಉಪಸ್ಥಿತರಿದ್ದರು. ಕು. ಚಂದ್ರು ಪ್ರಾರ್ಥಿಸಿದರು, ಕು. ಸ್ನೇಹಾ ಸ್ವಾಗತಿಸಿದರು, ಕು. ಕಾವ್ಯ ವಂದಿಸಿದರು. ಕಾರ್ಯಕ್ರಮವನ್ನು ಶ್ರೀಮತಿ ಪ್ರೇಮಾ ನಿರೂಪಿಸಿದರು. <box>1312 1913 1490 2073</box>
reg-dot-cyan <box>44 2364 61 2380</box>
schools-col2: ಬಿಡುವ ಪ್ರಮಾಣ ಶೇ. 15.30 ಎನ್ನಲಾಗಿದೆ. ವರದಿಯ ಪ್ರಕಾರ, ದೇಶದಲ್ಲಿ ಮಾಧ್ಯಮಿಕ ಹಂತದಲ್ಲಿ ಶಾಲೆ ಬಿಡುವವರ ಸರಾಸರಿ ಪ್ರಮಾಣ ಶೇ.11.50. ಇದರಲ್ಲಿ ಹುಡುಗರ ಸಂಖ್ಯೆ ಶೇ.13.30 ಮತ್ತು ಹುಡುಗಿಯರ ಸಂಖ್ಯೆ ಶೇ. 9.60. ಪಶ್ಚಿಮ ಬಂಗಾಳದಲ್ಲಿ ಹುಡುಗರು ಮತ್ತು ಹುಡುಗಿಯರ ನಡುವಿನ ಶಾಲೆ ಬಿಡುವ ದರದಲ್ಲಿ ಗಮನಾರ್ಹ ವ್ಯತ್ಯಾಸವಿದೆ. ಇಲ್ಲಿ ಹುಡುಗಿಯರ ಶಾಲೆ ಬಿಡುವ ದರ ಶೇ. 23.40 ಆಗಿದ್ದು, ಇದು ದೇಶದಲ್ಲೇ ಅತಿ ಹೆಚ್ಚು ಈ ಮಧ್ಯೆ, ಹುಡುಗರ ಶಾಲೆ ಬಿಡುವ ಪ್ರಮಾಣ ಶೇ. 16.70. ಹೊಸ ಶಿಕ್ಷಣ ನೀತಿಯು ಪಠ್ಯಕ್ರಮ, ಆಯ್ಕೆ ವಿಷಯಗಳು ಮತ್ತು ಶಿಕ್ಷಣ <box>222 698 393 968</box>
reg-dot-cyan <box>1396 2364 1413 2380</box>
registration-marks-right <box>1334 2364 1497 2386</box>
plot-ad[interactable] <box>593 1570 756 1807</box>
shoppers-brand2: SHOPPERS <box>617 1894 732 1917</box>
reg-dot-magenta <box>1334 2364 1350 2380</box>
schools-headline: ಶಾಲೆ ಬಿಡುವವರ ಸಂಖ್ಯೆ ಇಳಿಕೆ <box>208 661 408 686</box>
inauguration-photo <box>956 1702 1490 1902</box>
google-play-big: Google Play <box>651 2194 715 2232</box>
health-col2: ಹೊಂದಿರುವ ತಾಲ್ಲೂಕು ಆಗಿದ್ದು, ಯುವಜನತೆ ಪರಿಣಾಮಕಾರಿಯಾಗಿ ಪರಿಹರಿಸಲು ಮುಂದಾಗಬೇಕು. ಕುಡಿಯುವ ನೀರು, ಸ್ವಚ್ಛತೆ ಹಾಗೂ ಆರೋಗ್ಯಕರ ಜೀವನ ಶೈಲಿ ರೂಢಿಸಿಕೊಳ್ಳಬೇಕು. ಧೂಮಪಾನ, ಮದ್ಯಪಾನ, ತಂಬಾಕು ಸೇವನೆಯಿಂದ ದೂರವಿರಬೇಕು. ಕಾಯಿಲೆಗಳ ಕುರಿತು ಜಾಗೃತಿ ಹೊಂದಿದ್ದರೆ ಸಮಾಜಕ್ಕೂ ಉಪಯೋಗವಾಗಲಿದೆ. ಆರೋಗ್ಯ ನಿರೀಕ್ಷಕ ಪ್ರದೀಪ್ ಮಾತನಾಡಿ, ಆಕಸ್ಮಿಕಗಳಿಂದ ಮತ್ತು ದುಶ್ಚಟಗಳಿಂದ ದೂರವಿರಲು ಕರೆ ನೀಡಿದರು. <box>222 1876 393 2091</box>
nutrition-col1: ಗದಗ, ಸೆ26: ಗದಗ ಜಿಲ್ಲಾ ಆಡಳಿತ, ಜಿಲ್ಲಾ ಪಂಚಾಯಿತಿ, ಜಿಲ್ಲಾ ಕಾನೂನು ಸೇವೆಗಳ ಪ್ರಾಧಿಕಾರ, ಆರೋಗ್ಯ ಮತ್ತು ಕುಟುಂಬ ಕಲ್ಯಾಣ ಇಲಾಖೆ, ಆಂಗನ ಇಲಾಖೆ, ಮಹಿಳಾ ಮತ್ತು ಮಕ್ಕಳ ಅಭಿವೃದ್ಧಿ ಇಲಾಖೆ, ಗದಗ ಹಾಗೂ ಶಿಶು ಅಭಿವೃದ್ಧಿ ಯೋಜನೆ, ಗದಗ ಇವರ ಸಂಯುಕ್ತಾಶ್ರಯದಲ್ಲಿ ಗದಗ ತಾಲೂಕಿನ ವೇಬಿ ವೀರಭದ್ರೇಶ್ವರ ಸಮುದಾಯ ಭವನದಲ್ಲಿ ಪೋಷಣ ಮಾಸಾಚರಣೆ ಕಾರ್ಯಕ್ರಮವನ್ನು ಹಮ್ಮಿಕೊಳ್ಳಲಾಯಿತು. ಪೋಷಣ ಮಾಸಾಚರಣೆ ಕಾರ್ಯಕ್ರಮವನ್ನು ದೀಪ ಬೆಳಗುವುದರೊಂದಿಗೆ ಶ್ರೀಮತಿ ಶೈಲಜಾ ವಿನಾಯಕ ಮಾಸ್ತಿಮನೆ ಹಿರಿಯ ಸಿವಿಲ್ ನ್ಯಾಯಾಧೀಶರು, ಮತ್ತು ಸದಸ್ಯ ಕಾರ್ಯದರ್ಶಿಗಳು ಉದ್ಘಾಟಿಸಿದರು. <box>593 254 771 523</box>
health-col3: ಸಂದೇಶ ಮತ್ತು ಮಾಹಿತಿಯನ್ನು ತಮ್ಮ ಕುಟುಂಬ ಮತ್ತು ತಮ್ಮ ಸುತ್ತಮುತ್ತಲಿನ ಜನರಿಗೆ ಹಾಗೂ ಸಾರ್ವಜನಿಕರಿಗೆ ತಿಳಿಸುವ ಮೂಲಕ ಆರೋಗ್ಯ ಕುರಿತು ಜಾಗೃತಿ ಮೂಡಿಸಬೇಕು. ಕಾರ್ಯಕ್ರಮದಲ್ಲಿ ರಾಷ್ಟ್ರೀಯ ಸೇವಾ ಯೋಜನೆ ಅಧಿಕಾರಿಗಳು, ಉಪನ್ಯಾಸಕರು ಹಾಗೂ ವಿದ್ಯಾರ್ಥಿಗಳು ಉಪಸ್ಥಿತರಿದ್ದರು. <box>400 1876 571 2018</box>
reg-dot-magenta <box>65 2364 82 2380</box>
app-ad[interactable] <box>593 2048 941 2329</box>
inauguration-col1: ಗದಗ, ಸೆ26: ಸರ್ಕಾರಿ ಪಾಲಿಟೆಕ್ನಿಕ್, ಗದಗ ಸಂಸ್ಥೆಯಲ್ಲಿ 2025–26ನೇ ಸಾಲಿನ ವಿದ್ಯಾರ್ಥಿ ಸಂಘ, ಕ್ರೀಡಾ ಸಂಘ, ಯುವ ರೆಡ್ ಕ್ರಾಸ್ ಘಟಕ ಹಾಗೂ ಎನ್.ಎಸ್.ಎಸ್. ಚಟುವಟಿಕೆಗಳ ಉದ್ಘಾಟನಾ ಸಮಾರಂಭವನ್ನು ಹಮ್ಮಿಕೊಳ್ಳಲಾಗಿತ್ತು. ಸಮಾರಂಭದಲ್ಲಿ ಮುಖ್ಯ ಅತಿಥಿಗಳಾಗಿ ಆಗಮಿಸಿದ ಶ್ರೀಮತಿ ಕಲ್ಪನಾ ಚಿಜಡಿ, ಪ್ರಾಚಾರ್ಯರು, ಕೆ.ಎಲ್.ಇ. ಸೊಸೈಟಿ ಸ್ಕೂಲ್, ಗದಗ ಅವರು ಮಾತನಾಡಿ, ವಿದ್ಯಾರ್ಥಿಗಳು ಕಷ್ಟಪಟ್ಟು ವಿದ್ಯಾಭ್ಯಾಸ ಮಾಡಿ ಸಾರ್ಥಕ ಜೀವನ ಸಾಗಿಸಬೇಕು ಎಂದು ಕರೆ ನೀಡಿದರು. ಸಮಾರಂಭದ <box>956 1913 1127 2164</box>
footer-imprint: Edited, Printed and Published by B.T. Amuthan, M.A. for M/s Karnataka News Publications (P) Limited at M/s Elegant Offset Printers Pvt. Ltd., M.T. Sagar Industrial Estate, Near Tatwadarsh Hospital, HUBBALLI-580 030. RNI No. 50370/89 <box>225 2338 1316 2350</box>
google-play-small: GET IT ON <box>651 2183 693 2192</box>
reg-dot-black <box>1376 2364 1392 2380</box>
gold-headline-1: ಮಕ್ಕಳಿಗೆ ಸ್ವರ್ಣ <box>809 1570 903 1592</box>
plot-ad-phone[interactable]: 9742426334 <box>600 1721 749 1752</box>
nutrition-photo <box>778 252 1312 571</box>
masthead <box>44 110 1497 154</box>
shoppers-top1: ಸಂಜೀವಿನಿ ವ್ಯಾಪಾರಿ ಮಾರ್ಗದರ್ಶಿ <box>623 1822 726 1833</box>
health-headline-1: ಉತ್ತಮ ಆರೋಗ್ಯವೇ <box>194 1776 421 1816</box>
